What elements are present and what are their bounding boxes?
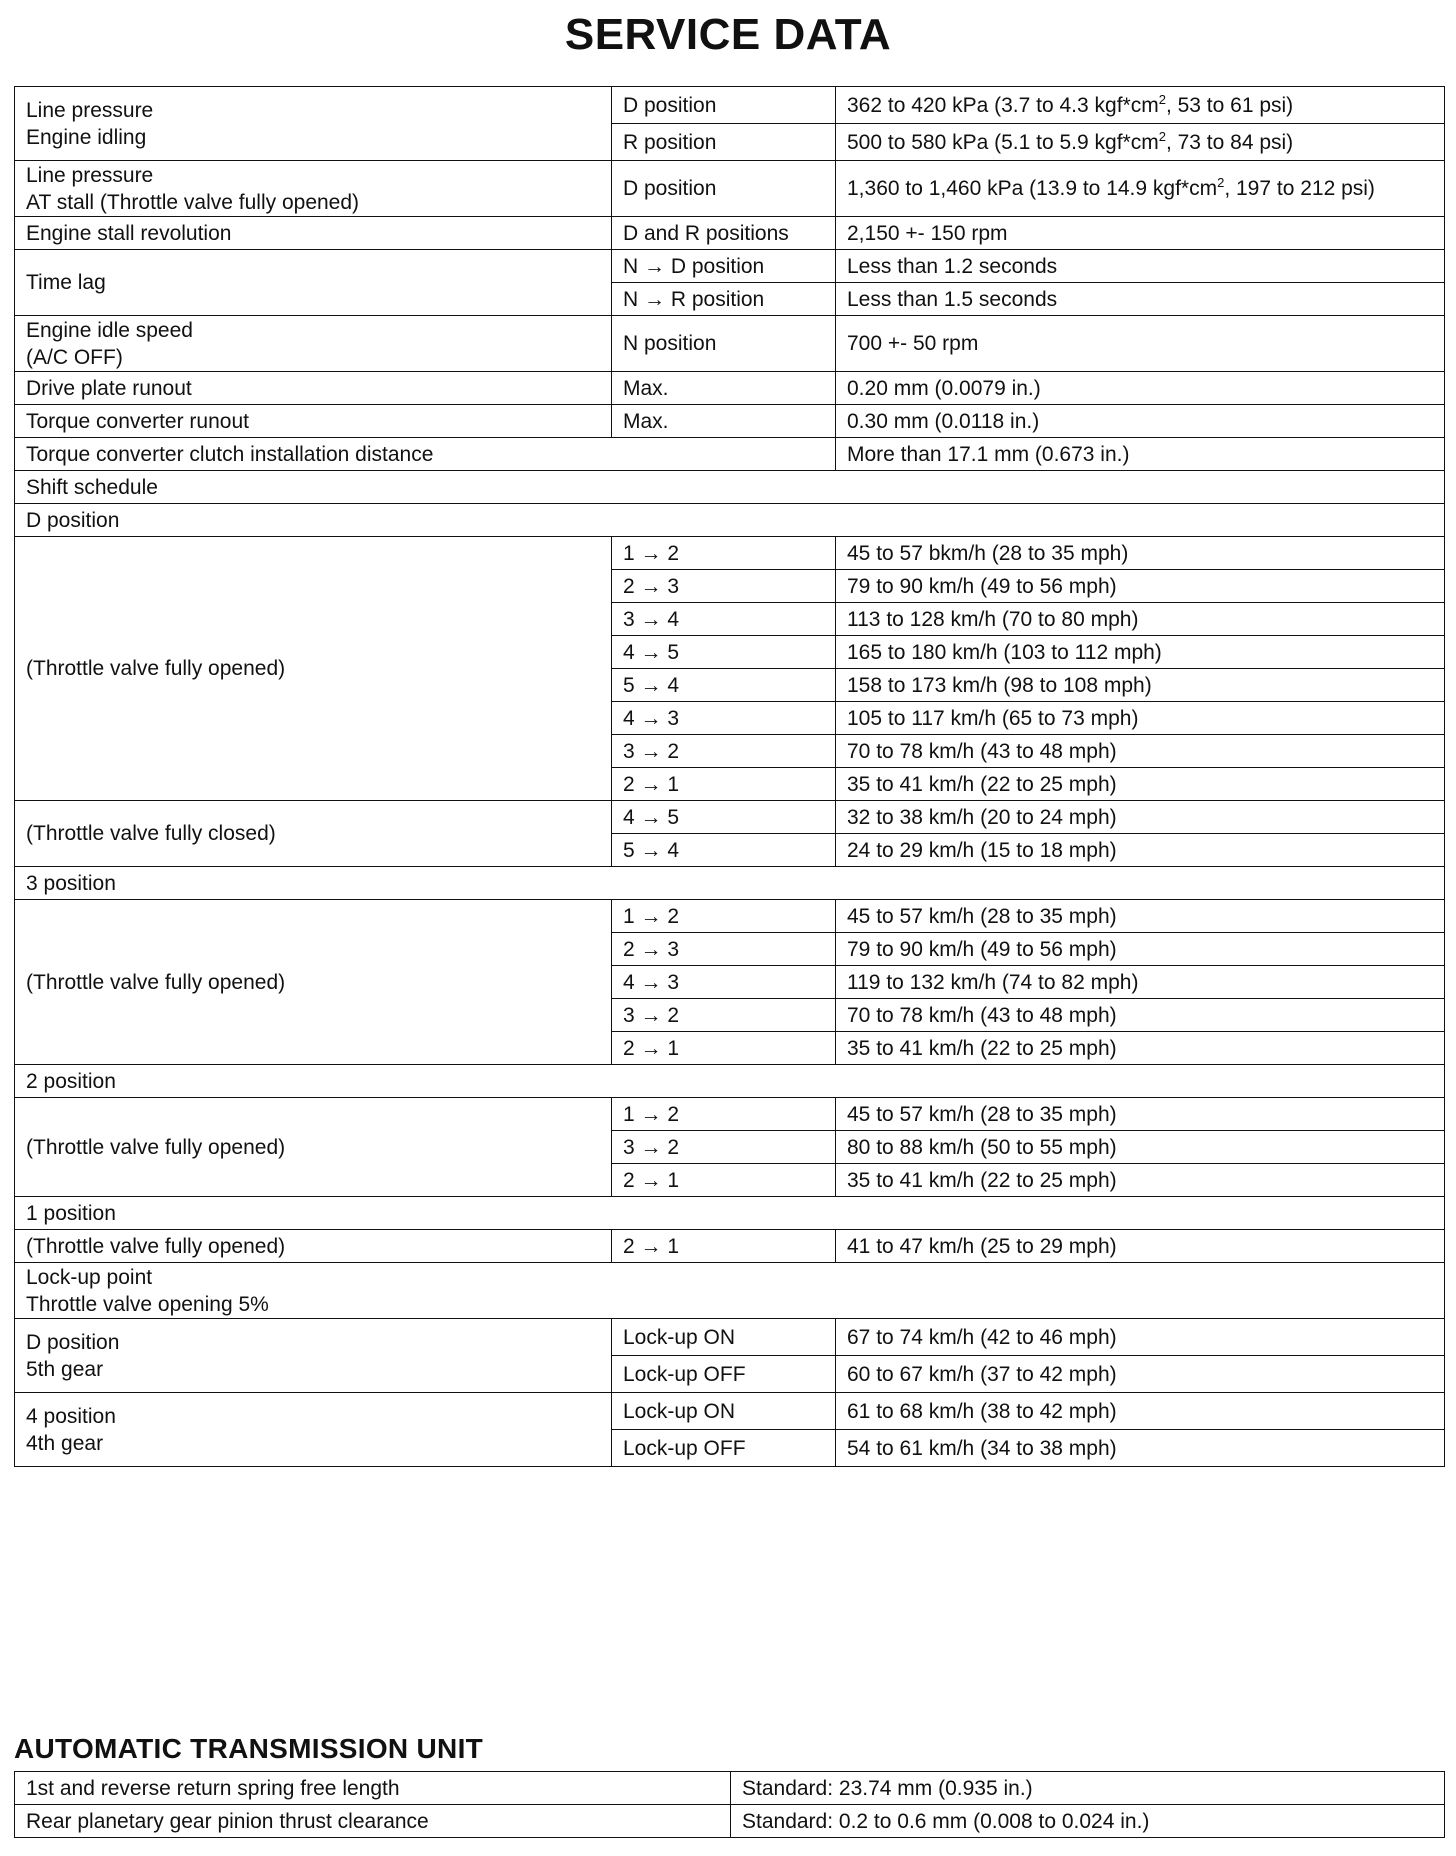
condition-cell: 2 → 3 — [612, 570, 836, 603]
condition-cell: Lock-up OFF — [612, 1356, 836, 1393]
condition-cell: Lock-up OFF — [612, 1430, 836, 1467]
spec-value: 35 to 41 km/h (22 to 25 mph) — [836, 1032, 1445, 1065]
spec-value: 70 to 78 km/h (43 to 48 mph) — [836, 999, 1445, 1032]
spec-value: 35 to 41 km/h (22 to 25 mph) — [836, 768, 1445, 801]
spec-value: 24 to 29 km/h (15 to 18 mph) — [836, 834, 1445, 867]
section-row-label: 2 position — [15, 1065, 1445, 1098]
item-label: Torque converter clutch installation distance — [15, 438, 836, 471]
spec-value: 113 to 128 km/h (70 to 80 mph) — [836, 603, 1445, 636]
table-row — [15, 801, 1445, 834]
table-row — [15, 405, 1445, 438]
table-row — [15, 1772, 1445, 1805]
condition-cell: Max. — [612, 372, 836, 405]
item-label: (Throttle valve fully opened) — [15, 900, 612, 1065]
table-row — [15, 217, 1445, 250]
spec-value: 80 to 88 km/h (50 to 55 mph) — [836, 1131, 1445, 1164]
item-label: Line pressure AT stall (Throttle valve fully opened) — [15, 161, 612, 217]
condition-cell: 5 → 4 — [612, 669, 836, 702]
spec-value: 119 to 132 km/h (74 to 82 mph) — [836, 966, 1445, 999]
section-row-label: 1 position — [15, 1197, 1445, 1230]
condition-cell: R position — [612, 124, 836, 161]
spec-value: Standard: 23.74 mm (0.935 in.) — [731, 1772, 1445, 1805]
item-label: Engine idle speed (A/C OFF) — [15, 316, 612, 372]
spec-value: 79 to 90 km/h (49 to 56 mph) — [836, 933, 1445, 966]
condition-cell: N position — [612, 316, 836, 372]
condition-cell: 2 → 1 — [612, 1230, 836, 1263]
condition-cell: 1 → 2 — [612, 1098, 836, 1131]
condition-cell: 2 → 1 — [612, 768, 836, 801]
spec-value: 61 to 68 km/h (38 to 42 mph) — [836, 1393, 1445, 1430]
spec-value: 70 to 78 km/h (43 to 48 mph) — [836, 735, 1445, 768]
spec-value: 45 to 57 km/h (28 to 35 mph) — [836, 1098, 1445, 1131]
table-row — [15, 1065, 1445, 1098]
service-data-table — [14, 86, 1445, 1467]
spec-value: 45 to 57 km/h (28 to 35 mph) — [836, 900, 1445, 933]
condition-cell: 1 → 2 — [612, 900, 836, 933]
item-label: (Throttle valve fully closed) — [15, 801, 612, 867]
condition-cell: 2 → 1 — [612, 1032, 836, 1065]
table-row — [15, 438, 1445, 471]
condition-cell: 4 → 5 — [612, 636, 836, 669]
spec-value: 158 to 173 km/h (98 to 108 mph) — [836, 669, 1445, 702]
condition-cell: 2 → 3 — [612, 933, 836, 966]
spec-value: 67 to 74 km/h (42 to 46 mph) — [836, 1319, 1445, 1356]
spec-value: 54 to 61 km/h (34 to 38 mph) — [836, 1430, 1445, 1467]
table-row — [15, 1393, 1445, 1430]
spec-value: 105 to 117 km/h (65 to 73 mph) — [836, 702, 1445, 735]
spec-value: 1,360 to 1,460 kPa (13.9 to 14.9 $kgf*cm^2$, 197 to 212 psi) — [836, 161, 1445, 217]
table-row — [15, 867, 1445, 900]
spec-value: 79 to 90 km/h (49 to 56 mph) — [836, 570, 1445, 603]
item-label: (Throttle valve fully opened) — [15, 1230, 612, 1263]
condition-cell: 4 → 3 — [612, 966, 836, 999]
condition-cell: 5 → 4 — [612, 834, 836, 867]
table-row — [15, 504, 1445, 537]
atu-table — [14, 1771, 1445, 1838]
table-row — [15, 1263, 1445, 1319]
condition-cell: 2 → 1 — [612, 1164, 836, 1197]
spec-value: 32 to 38 km/h (20 to 24 mph) — [836, 801, 1445, 834]
condition-cell: Lock-up ON — [612, 1393, 836, 1430]
table-row — [15, 372, 1445, 405]
spec-value: Less than 1.2 seconds — [836, 250, 1445, 283]
condition-cell: 3 → 4 — [612, 603, 836, 636]
spec-value: Less than 1.5 seconds — [836, 283, 1445, 316]
spec-value: 0.30 mm (0.0118 in.) — [836, 405, 1445, 438]
item-label: (Throttle valve fully opened) — [15, 1098, 612, 1197]
table-row — [15, 316, 1445, 372]
table-row — [15, 900, 1445, 933]
item-label: Engine stall revolution — [15, 217, 612, 250]
condition-cell: D and R positions — [612, 217, 836, 250]
spec-value: 165 to 180 km/h (103 to 112 mph) — [836, 636, 1445, 669]
spec-value: 45 to 57 bkm/h (28 to 35 mph) — [836, 537, 1445, 570]
table-row — [15, 161, 1445, 217]
spec-value: 0.20 mm (0.0079 in.) — [836, 372, 1445, 405]
item-label: Line pressure Engine idling — [15, 87, 612, 161]
spec-value: 35 to 41 km/h (22 to 25 mph) — [836, 1164, 1445, 1197]
table-row — [15, 1098, 1445, 1131]
table-row — [15, 471, 1445, 504]
condition-cell: D position — [612, 87, 836, 124]
spec-value: 700 +- 50 rpm — [836, 316, 1445, 372]
table-row — [15, 87, 1445, 124]
condition-cell: N → D position — [612, 250, 836, 283]
spec-value: 362 to 420 kPa (3.7 to 4.3 $kgf*cm^2$, 53 to 61 psi) — [836, 87, 1445, 124]
condition-cell: 4 → 3 — [612, 702, 836, 735]
condition-cell: Max. — [612, 405, 836, 438]
item-label: Time lag — [15, 250, 612, 316]
table-row — [15, 250, 1445, 283]
item-label: Drive plate runout — [15, 372, 612, 405]
condition-cell: D position — [612, 161, 836, 217]
condition-cell: N → R position — [612, 283, 836, 316]
section-heading-atu: AUTOMATIC TRANSMISSION UNIT — [14, 1733, 484, 1764]
section-row-label: Shift schedule — [15, 471, 1445, 504]
table-row — [15, 1197, 1445, 1230]
spec-value: 41 to 47 km/h (25 to 29 mph) — [836, 1230, 1445, 1263]
table-row — [15, 537, 1445, 570]
section-row-label: 3 position — [15, 867, 1445, 900]
condition-cell: 3 → 2 — [612, 735, 836, 768]
item-label: (Throttle valve fully opened) — [15, 537, 612, 801]
spec-value: Standard: 0.2 to 0.6 mm (0.008 to 0.024 in.) — [731, 1805, 1445, 1838]
table-row — [15, 1805, 1445, 1838]
table-row — [15, 1230, 1445, 1263]
item-label: Torque converter runout — [15, 405, 612, 438]
spec-value: 500 to 580 kPa (5.1 to 5.9 $kgf*cm^2$, 73 to 84 psi) — [836, 124, 1445, 161]
spec-value: More than 17.1 mm (0.673 in.) — [836, 438, 1445, 471]
condition-cell: 1 → 2 — [612, 537, 836, 570]
spec-value: 60 to 67 km/h (37 to 42 mph) — [836, 1356, 1445, 1393]
spec-value: 2,150 +- 150 rpm — [836, 217, 1445, 250]
item-label: Rear planetary gear pinion thrust clearance — [15, 1805, 731, 1838]
condition-cell: 4 → 5 — [612, 801, 836, 834]
item-label: 4 position 4th gear — [15, 1393, 612, 1467]
section-row-label: Lock-up point Throttle valve opening 5% — [15, 1263, 1445, 1319]
item-label: 1st and reverse return spring free length — [15, 1772, 731, 1805]
condition-cell: Lock-up ON — [612, 1319, 836, 1356]
table-row — [15, 1319, 1445, 1356]
section-row-label: D position — [15, 504, 1445, 537]
condition-cell: 3 → 2 — [612, 1131, 836, 1164]
item-label: D position 5th gear — [15, 1319, 612, 1393]
page-title: SERVICE DATA — [564, 10, 892, 59]
condition-cell: 3 → 2 — [612, 999, 836, 1032]
